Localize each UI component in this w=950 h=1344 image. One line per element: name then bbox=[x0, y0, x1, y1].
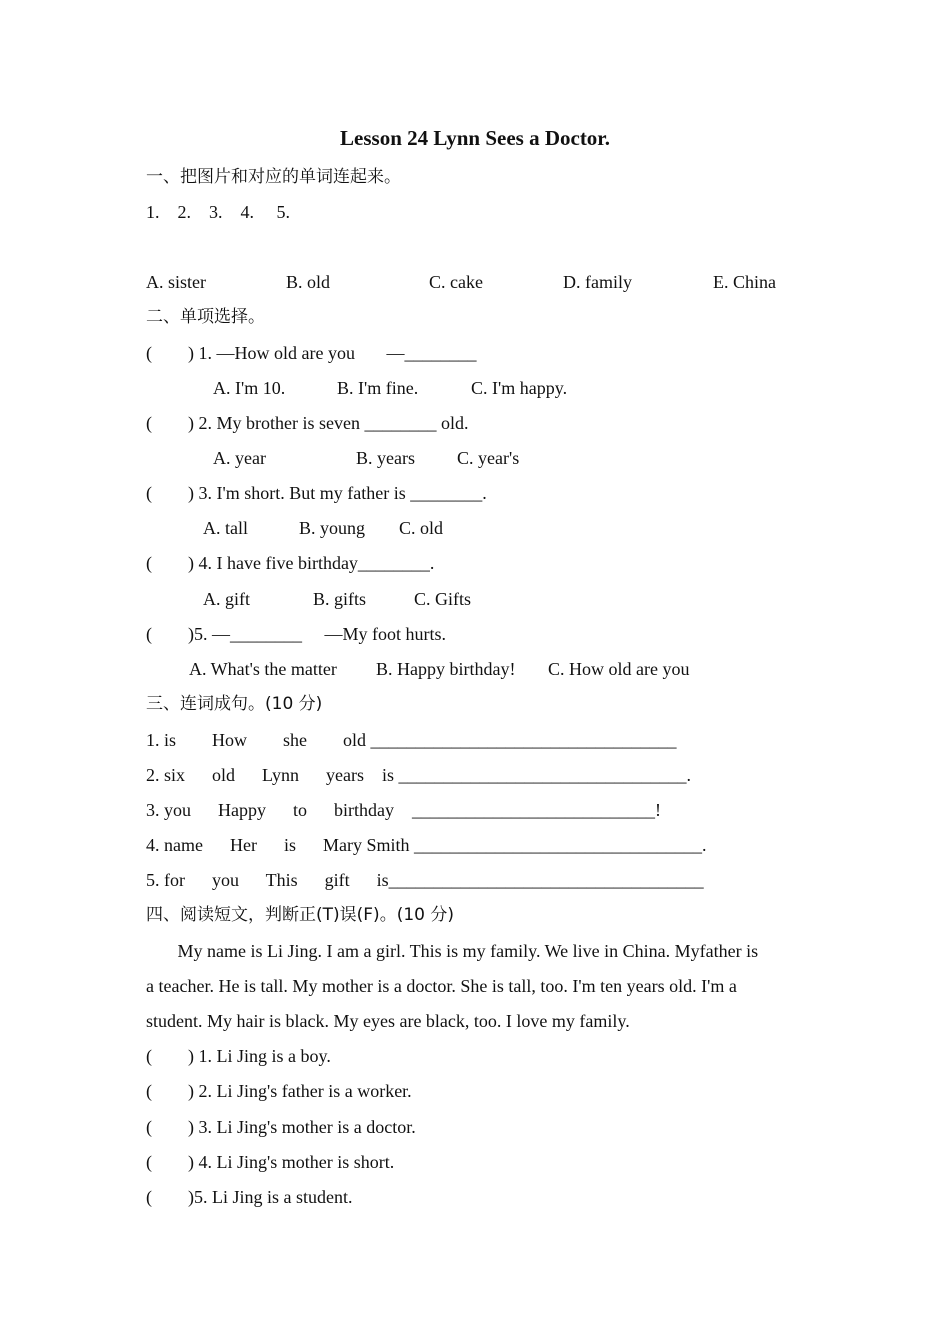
true-false-statement: ( ) 1. Li Jing is a boy. bbox=[146, 1046, 331, 1066]
answer-option: A. year bbox=[213, 448, 266, 468]
word-option: A. sister bbox=[146, 272, 206, 292]
section3-heading: 三、连词成句。(10 分) bbox=[146, 694, 323, 714]
true-false-statement: ( ) 2. Li Jing's father is a worker. bbox=[146, 1081, 412, 1101]
reading-passage-line: student. My hair is black. My eyes are black, too. I love my family. bbox=[146, 1011, 630, 1031]
answer-option: A. What's the matter bbox=[189, 659, 337, 679]
answer-option: B. years bbox=[356, 448, 415, 468]
section1-heading: 一、把图片和对应的单词连起来。 bbox=[146, 167, 401, 187]
word-option: E. China bbox=[713, 272, 776, 292]
answer-option: B. young bbox=[299, 518, 366, 538]
page-title: Lesson 24 Lynn Sees a Doctor. bbox=[340, 126, 610, 150]
reading-passage-line: a teacher. He is tall. My mother is a doctor. She is tall, too. I'm ten years old. I'm a bbox=[146, 976, 737, 996]
word-option: B. old bbox=[286, 272, 331, 292]
picture-numbers: 1. 2. 3. 4. 5. bbox=[146, 202, 290, 222]
word-option: D. family bbox=[563, 272, 632, 292]
word-order-item: 1. is How she old __________________________________ bbox=[146, 730, 677, 750]
question-stem: ( ) 4. I have five birthday________. bbox=[146, 553, 435, 573]
answer-option: A. I'm 10. bbox=[213, 378, 286, 398]
answer-option: B. Happy birthday! bbox=[376, 659, 516, 679]
word-order-item: 2. six old Lynn years is ________________________________. bbox=[146, 765, 691, 785]
answer-option: A. tall bbox=[203, 518, 248, 538]
answer-option: C. How old are you bbox=[548, 659, 690, 679]
answer-option: C. I'm happy. bbox=[471, 378, 568, 398]
answer-option: B. I'm fine. bbox=[337, 378, 419, 398]
question-stem: ( )5. —________ —My foot hurts. bbox=[146, 624, 446, 644]
word-order-item: 4. name Her is Mary Smith ________________________________. bbox=[146, 835, 707, 855]
section2-heading: 二、单项选择。 bbox=[146, 307, 265, 327]
true-false-statement: ( ) 4. Li Jing's mother is short. bbox=[146, 1152, 395, 1172]
section4-heading: 四、阅读短文，判断正(T)误(F)。(10 分) bbox=[146, 905, 454, 925]
word-order-item: 3. you Happy to birthday ___________________________! bbox=[146, 800, 661, 820]
word-order-item: 5. for you This gift is___________________________________ bbox=[146, 870, 704, 890]
question-stem: ( ) 3. I'm short. But my father is ________. bbox=[146, 483, 487, 503]
answer-option: A. gift bbox=[203, 589, 250, 609]
reading-passage-line: My name is Li Jing. I am a girl. This is my family. We live in China. Myfather is bbox=[146, 941, 759, 961]
true-false-statement: ( )5. Li Jing is a student. bbox=[146, 1187, 353, 1207]
answer-option: B. gifts bbox=[313, 589, 367, 609]
answer-option: C. Gifts bbox=[414, 589, 472, 609]
answer-option: C. old bbox=[399, 518, 444, 538]
question-stem: ( ) 2. My brother is seven ________ old. bbox=[146, 413, 469, 433]
word-option: C. cake bbox=[429, 272, 483, 292]
true-false-statement: ( ) 3. Li Jing's mother is a doctor. bbox=[146, 1117, 416, 1137]
question-stem: ( ) 1. —How old are you —________ bbox=[146, 343, 477, 363]
answer-option: C. year's bbox=[457, 448, 520, 468]
